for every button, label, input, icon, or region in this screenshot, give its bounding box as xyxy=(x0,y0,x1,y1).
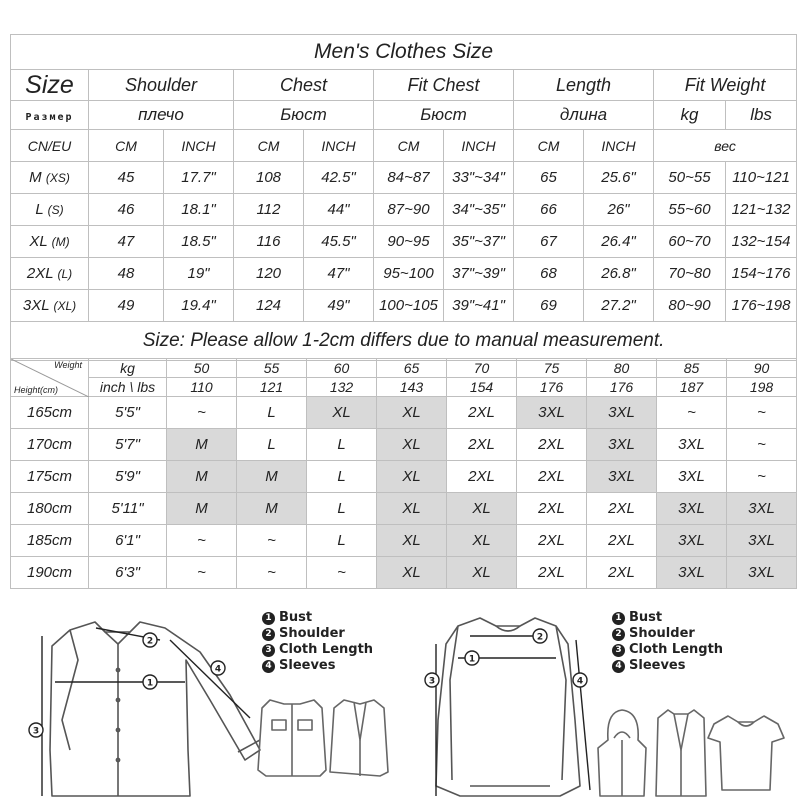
size-value-cell: 116 xyxy=(234,226,304,258)
marker-text: 4 xyxy=(576,676,584,687)
kg-value: 80 xyxy=(587,359,657,378)
russian-header-row xyxy=(11,101,797,130)
size-value-cell: 49" xyxy=(304,290,374,322)
size-name: M xyxy=(29,169,42,186)
kg-value: 65 xyxy=(377,359,447,378)
marker-2-shirt xyxy=(143,633,157,647)
size-value-cell: 68 xyxy=(514,258,584,290)
legend-text: Shoulder xyxy=(629,626,695,641)
size-header xyxy=(11,70,89,101)
legend-item xyxy=(612,610,723,626)
lbs-value: 154 xyxy=(447,378,517,397)
ru-header-chest: Бюст xyxy=(234,101,374,130)
marker-2-sweater xyxy=(533,629,547,643)
fit-size-cell: L xyxy=(237,397,307,429)
hoodie-icon xyxy=(598,710,646,796)
fit-size-cell: XL xyxy=(377,397,447,429)
size-value-cell: 18.1" xyxy=(164,194,234,226)
fit-size-cell: ~ xyxy=(727,429,797,461)
kg-value: 85 xyxy=(657,359,727,378)
legend-item xyxy=(262,658,373,674)
height-row xyxy=(11,461,797,493)
size-value-cell: 35"~37" xyxy=(444,226,514,258)
cardigan-icon xyxy=(656,710,706,796)
fit-size-cell: 3XL xyxy=(657,461,727,493)
kg-value: 55 xyxy=(237,359,307,378)
fit-size-cell: 2XL xyxy=(517,525,587,557)
legend-item xyxy=(612,642,723,658)
fit-size-cell: 3XL xyxy=(587,429,657,461)
size-alt: (XL) xyxy=(53,299,77,313)
measurement-figures xyxy=(0,600,804,804)
size-value-cell: 55~60 xyxy=(654,194,726,226)
fit-size-cell: 3XL xyxy=(657,429,727,461)
size-alt: (S) xyxy=(47,203,64,217)
size-alt: (XS) xyxy=(45,171,70,185)
fit-size-cell: 3XL xyxy=(727,493,797,525)
size-row xyxy=(11,194,797,226)
legend-number: 1 xyxy=(262,612,275,625)
legend-number: 4 xyxy=(612,660,625,673)
marker-text: 3 xyxy=(428,676,436,687)
marker-1-shirt xyxy=(143,675,157,689)
size-row xyxy=(11,226,797,258)
marker-text: 1 xyxy=(146,678,154,689)
lbs-value: 132 xyxy=(307,378,377,397)
size-value-cell: 37"~39" xyxy=(444,258,514,290)
fit-size-cell: ~ xyxy=(657,397,727,429)
size-value-cell: 67 xyxy=(514,226,584,258)
unit-cm: CM xyxy=(89,130,164,162)
group-header-shoulder: Shoulder xyxy=(89,70,234,101)
diagonal-divider xyxy=(11,359,89,397)
fit-size-cell: M xyxy=(237,493,307,525)
fit-size-cell: 2XL xyxy=(447,429,517,461)
fit-size-cell: 3XL xyxy=(657,525,727,557)
fit-size-cell: ~ xyxy=(167,397,237,429)
size-table-title: Men's Clothes Size xyxy=(11,35,797,70)
group-header-fit-weight: Fit Weight xyxy=(654,70,797,101)
fit-size-cell: 3XL xyxy=(657,493,727,525)
height-cm: 170cm xyxy=(11,429,89,461)
legend-text: Sleeves xyxy=(629,658,686,673)
size-name: XL xyxy=(29,233,48,250)
fit-size-cell: XL xyxy=(377,429,447,461)
fit-size-cell: 2XL xyxy=(587,493,657,525)
fit-rows xyxy=(11,397,797,589)
size-value-cell: 95~100 xyxy=(374,258,444,290)
size-cell xyxy=(11,290,89,322)
size-row xyxy=(11,290,797,322)
fit-size-cell: ~ xyxy=(307,557,377,589)
lbs-value: 187 xyxy=(657,378,727,397)
unit-header-row xyxy=(11,130,797,162)
fit-size-cell: ~ xyxy=(167,525,237,557)
size-cell xyxy=(11,194,89,226)
size-cell xyxy=(11,258,89,290)
legend-text: Cloth Length xyxy=(279,642,374,657)
size-value-cell: 66 xyxy=(514,194,584,226)
size-value-cell: 69 xyxy=(514,290,584,322)
lbs-value: 121 xyxy=(237,378,307,397)
size-value-cell: 34"~35" xyxy=(444,194,514,226)
fit-size-cell: L xyxy=(307,461,377,493)
fit-size-cell: M xyxy=(237,461,307,493)
size-name: L xyxy=(35,201,44,218)
size-value-cell: 100~105 xyxy=(374,290,444,322)
ru-header-fit-chest: Бюст xyxy=(374,101,514,130)
fit-size-cell: XL xyxy=(447,493,517,525)
size-value-cell: 70~80 xyxy=(654,258,726,290)
unit-inch: INCH xyxy=(304,130,374,162)
size-value-cell: 26" xyxy=(584,194,654,226)
fit-size-cell: XL xyxy=(447,525,517,557)
fit-size-cell: 2XL xyxy=(517,429,587,461)
size-label: Size xyxy=(25,70,74,99)
fit-size-cell: 2XL xyxy=(587,525,657,557)
marker-text: 1 xyxy=(468,654,476,665)
ru-header-shoulder: плечо xyxy=(89,101,234,130)
kg-value: 75 xyxy=(517,359,587,378)
height-cm: 185cm xyxy=(11,525,89,557)
height-inch: 5'5" xyxy=(89,397,167,429)
height-inch: 5'9" xyxy=(89,461,167,493)
size-value-cell: 47 xyxy=(89,226,164,258)
fit-size-cell: 2XL xyxy=(587,557,657,589)
unit-ves: вес xyxy=(654,130,797,162)
fit-size-cell: ~ xyxy=(167,557,237,589)
height-inch: 6'1" xyxy=(89,525,167,557)
size-value-cell: 108 xyxy=(234,162,304,194)
size-value-cell: 120 xyxy=(234,258,304,290)
weight-height-corner xyxy=(11,359,89,397)
fit-size-cell: 2XL xyxy=(517,557,587,589)
measurement-note: Size: Please allow 1-2cm differs due to manual measurement. xyxy=(11,322,797,361)
lbs-value: 143 xyxy=(377,378,447,397)
fit-size-cell: 3XL xyxy=(587,461,657,493)
fit-size-cell: ~ xyxy=(237,525,307,557)
size-value-cell: 132~154 xyxy=(726,226,797,258)
kg-value: 60 xyxy=(307,359,377,378)
legend-text: Sleeves xyxy=(279,658,336,673)
unit-inch: INCH xyxy=(164,130,234,162)
group-header-chest: Chest xyxy=(234,70,374,101)
size-value-cell: 17.7" xyxy=(164,162,234,194)
height-inch: 6'3" xyxy=(89,557,167,589)
fit-size-cell: 3XL xyxy=(727,557,797,589)
razmer-cell xyxy=(11,101,89,130)
legend-number: 1 xyxy=(612,612,625,625)
lbs-value: 176 xyxy=(517,378,587,397)
group-header-length: Length xyxy=(514,70,654,101)
kg-value: 90 xyxy=(727,359,797,378)
legend-item xyxy=(262,642,373,658)
marker-3-sweater xyxy=(425,673,439,687)
kg-value: 50 xyxy=(167,359,237,378)
fit-size-cell: L xyxy=(307,429,377,461)
unit-inch: INCH xyxy=(584,130,654,162)
cn-eu-label: CN/EU xyxy=(11,130,89,162)
fit-table-header xyxy=(11,359,797,397)
kg-label: kg xyxy=(89,359,167,378)
unit-cm: CM xyxy=(374,130,444,162)
ru-header-length: длина xyxy=(514,101,654,130)
height-row xyxy=(11,397,797,429)
fit-size-cell: M xyxy=(167,429,237,461)
size-value-cell: 45.5" xyxy=(304,226,374,258)
size-value-cell: 44" xyxy=(304,194,374,226)
size-value-cell: 27.2" xyxy=(584,290,654,322)
size-value-cell: 33"~34" xyxy=(444,162,514,194)
unit-inch: INCH xyxy=(444,130,514,162)
fit-size-cell: L xyxy=(237,429,307,461)
size-name: 3XL xyxy=(22,297,50,314)
legend-text: Bust xyxy=(279,610,313,625)
size-value-cell: 19.4" xyxy=(164,290,234,322)
lbs-value: 198 xyxy=(727,378,797,397)
weight-lbs-row xyxy=(11,378,797,397)
marker-4-sweater xyxy=(573,673,587,687)
fit-size-cell: 2XL xyxy=(517,461,587,493)
fit-size-cell: 2XL xyxy=(447,461,517,493)
fit-size-cell: XL xyxy=(377,557,447,589)
size-value-cell: 84~87 xyxy=(374,162,444,194)
size-value-cell: 26.8" xyxy=(584,258,654,290)
fit-size-cell: XL xyxy=(377,493,447,525)
size-row xyxy=(11,162,797,194)
marker-4-shirt xyxy=(211,661,225,675)
fit-size-cell: XL xyxy=(307,397,377,429)
size-value-cell: 48 xyxy=(89,258,164,290)
height-cm: 180cm xyxy=(11,493,89,525)
marker-text: 3 xyxy=(32,726,40,737)
legend-left xyxy=(262,610,373,674)
kg-value: 70 xyxy=(447,359,517,378)
fit-size-cell: 3XL xyxy=(587,397,657,429)
size-alt: (L) xyxy=(57,267,73,281)
marker-text: 2 xyxy=(536,632,544,643)
size-value-cell: 65 xyxy=(514,162,584,194)
fit-size-cell: L xyxy=(307,493,377,525)
size-value-cell: 87~90 xyxy=(374,194,444,226)
legend-text: Cloth Length xyxy=(629,642,724,657)
legend-right xyxy=(612,610,723,674)
legend-text: Shoulder xyxy=(279,626,345,641)
size-name: 2XL xyxy=(26,265,54,282)
legend-item xyxy=(262,626,373,642)
height-inch: 5'11" xyxy=(89,493,167,525)
size-row xyxy=(11,258,797,290)
group-header-fit-chest: Fit Chest xyxy=(374,70,514,101)
fit-size-cell: XL xyxy=(377,525,447,557)
legend-text: Bust xyxy=(629,610,663,625)
size-value-cell: 121~132 xyxy=(726,194,797,226)
fit-size-cell: 3XL xyxy=(517,397,587,429)
unit-lbs: lbs xyxy=(726,101,797,130)
inch-lbs-label: inch \ lbs xyxy=(89,378,167,397)
fit-table xyxy=(10,358,797,589)
fit-size-cell: 3XL xyxy=(657,557,727,589)
fit-size-cell: XL xyxy=(447,557,517,589)
size-value-cell: 112 xyxy=(234,194,304,226)
unit-cm: CM xyxy=(234,130,304,162)
lbs-value: 110 xyxy=(167,378,237,397)
fit-size-cell: 2XL xyxy=(517,493,587,525)
size-rows xyxy=(11,162,797,322)
size-value-cell: 26.4" xyxy=(584,226,654,258)
size-table xyxy=(10,34,797,361)
size-cell xyxy=(11,162,89,194)
size-alt: (M) xyxy=(51,235,70,249)
size-value-cell: 45 xyxy=(89,162,164,194)
height-row xyxy=(11,525,797,557)
size-value-cell: 42.5" xyxy=(304,162,374,194)
fit-size-cell: 3XL xyxy=(727,525,797,557)
size-value-cell: 18.5" xyxy=(164,226,234,258)
legend-item xyxy=(612,658,723,674)
weight-label: Weight xyxy=(54,360,82,370)
size-value-cell: 46 xyxy=(89,194,164,226)
legend-number: 2 xyxy=(262,628,275,641)
size-value-cell: 25.6" xyxy=(584,162,654,194)
legend-item xyxy=(612,626,723,642)
legend-number: 2 xyxy=(612,628,625,641)
marker-text: 4 xyxy=(214,664,222,675)
unit-cm: CM xyxy=(514,130,584,162)
size-value-cell: 154~176 xyxy=(726,258,797,290)
fit-size-cell: ~ xyxy=(237,557,307,589)
height-label: Height(cm) xyxy=(14,385,59,395)
jacket-icon xyxy=(258,700,326,776)
marker-3-shirt xyxy=(29,723,43,737)
shirt-diagram-icon xyxy=(50,622,260,796)
size-value-cell: 49 xyxy=(89,290,164,322)
legend-number: 4 xyxy=(262,660,275,673)
fit-size-cell: M xyxy=(167,461,237,493)
group-header-row xyxy=(11,70,797,101)
sweater-diagram-icon xyxy=(436,618,580,796)
marker-1-sweater xyxy=(465,651,479,665)
weight-kg-row xyxy=(11,359,797,378)
height-row xyxy=(11,557,797,589)
height-cm: 190cm xyxy=(11,557,89,589)
size-value-cell: 60~70 xyxy=(654,226,726,258)
height-row xyxy=(11,493,797,525)
height-cm: 165cm xyxy=(11,397,89,429)
height-row xyxy=(11,429,797,461)
size-value-cell: 19" xyxy=(164,258,234,290)
fit-size-cell: M xyxy=(167,493,237,525)
size-value-cell: 80~90 xyxy=(654,290,726,322)
lbs-value: 176 xyxy=(587,378,657,397)
fit-size-cell: ~ xyxy=(727,397,797,429)
height-cm: 175cm xyxy=(11,461,89,493)
size-value-cell: 47" xyxy=(304,258,374,290)
marker-text: 2 xyxy=(146,636,154,647)
blazer-icon xyxy=(330,700,388,776)
size-value-cell: 124 xyxy=(234,290,304,322)
size-cell xyxy=(11,226,89,258)
size-value-cell: 176~198 xyxy=(726,290,797,322)
size-value-cell: 110~121 xyxy=(726,162,797,194)
fit-size-cell: L xyxy=(307,525,377,557)
legend-number: 3 xyxy=(612,644,625,657)
height-inch: 5'7" xyxy=(89,429,167,461)
size-value-cell: 90~95 xyxy=(374,226,444,258)
razmer-label: Размер xyxy=(25,112,74,123)
size-value-cell: 50~55 xyxy=(654,162,726,194)
tshirt-icon xyxy=(708,716,784,790)
unit-kg: kg xyxy=(654,101,726,130)
fit-size-cell: XL xyxy=(377,461,447,493)
size-value-cell: 39"~41" xyxy=(444,290,514,322)
fit-size-cell: ~ xyxy=(727,461,797,493)
legend-number: 3 xyxy=(262,644,275,657)
fit-size-cell: 2XL xyxy=(447,397,517,429)
legend-item xyxy=(262,610,373,626)
